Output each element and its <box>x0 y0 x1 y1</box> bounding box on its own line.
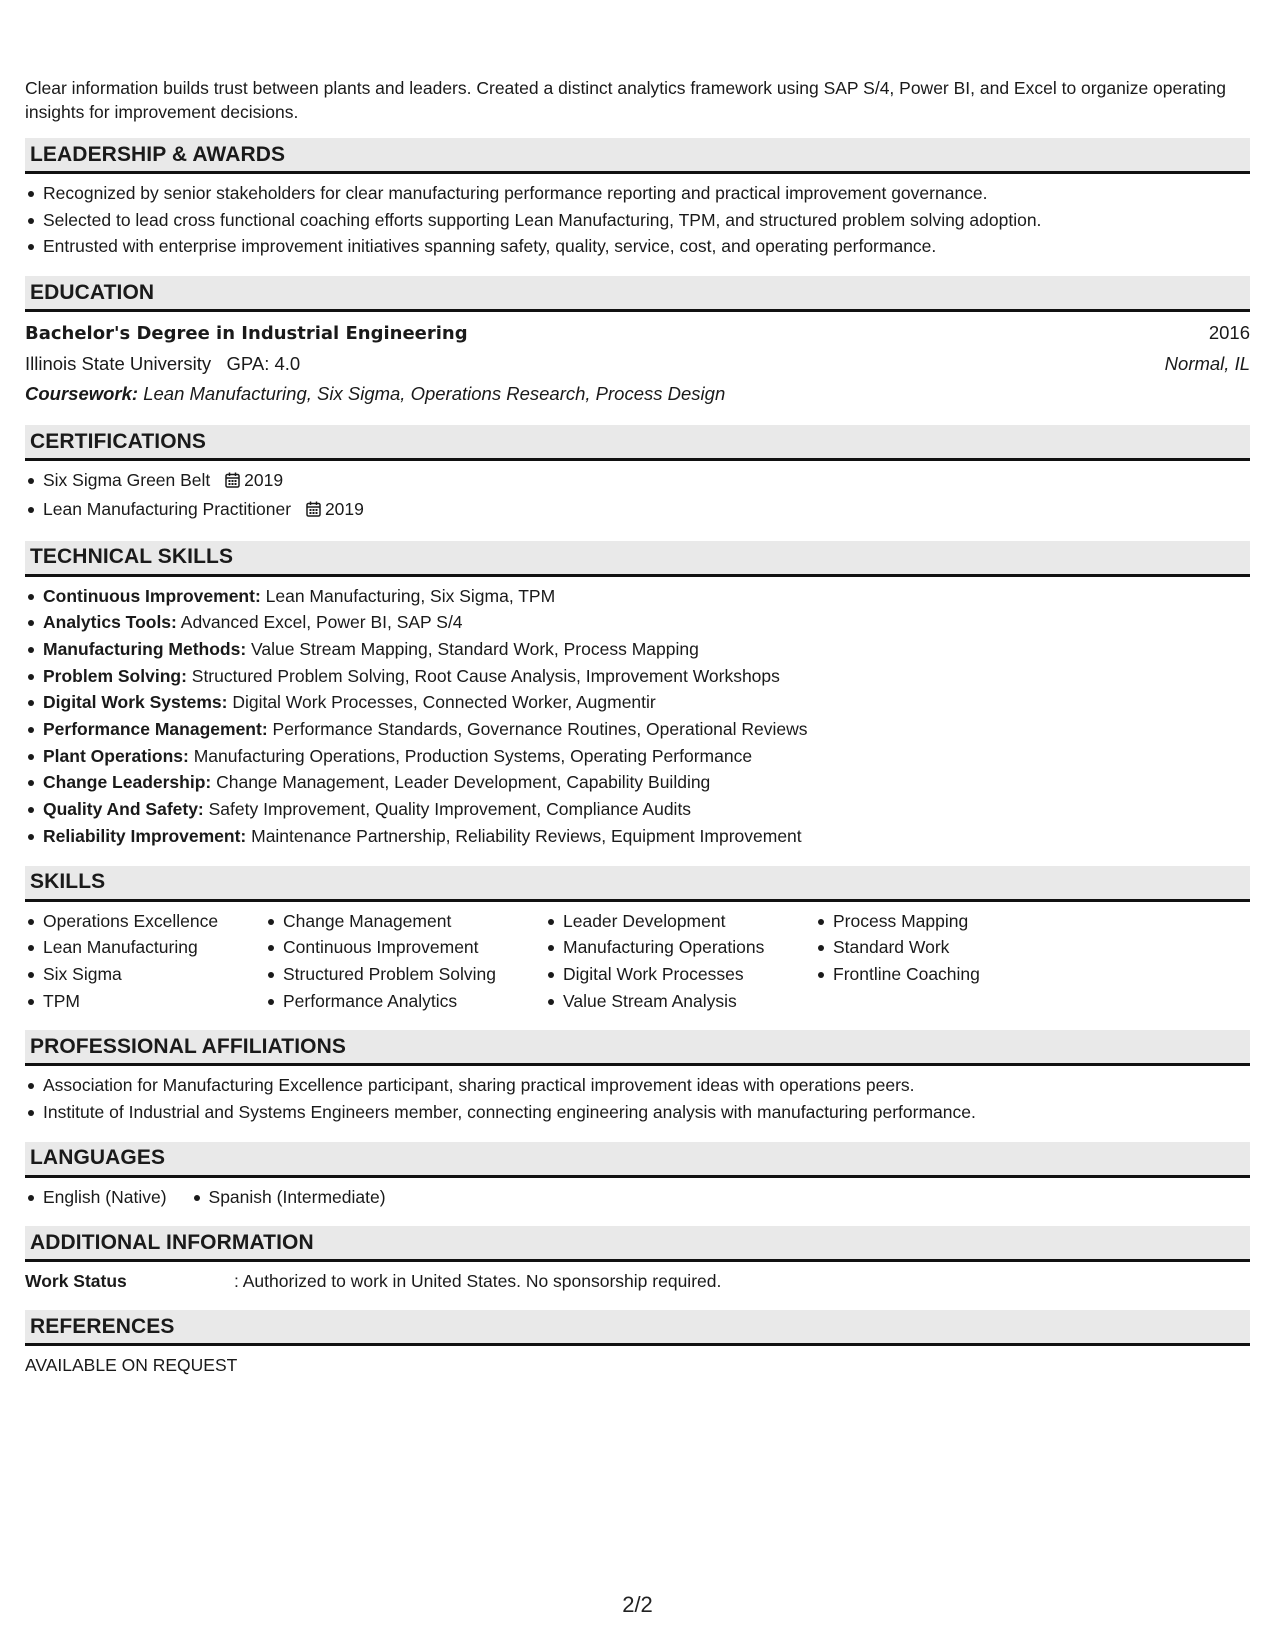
section-heading: CERTIFICATIONS <box>25 425 1250 461</box>
list-item: Operations Excellence <box>25 908 243 935</box>
languages-section <box>25 1142 1250 1211</box>
list-item <box>25 496 1250 525</box>
list-item: Standard Work <box>815 934 1015 961</box>
list-item <box>25 823 1250 850</box>
list-item: Spanish (Intermediate) <box>191 1184 386 1211</box>
work-status-value: : Authorized to work in United States. No sponsorship required. <box>234 1271 722 1292</box>
skill-category: Performance Management: <box>43 719 268 740</box>
education-institution-row <box>25 349 1250 379</box>
affiliations-section <box>25 1030 1250 1125</box>
additional-info-section <box>25 1226 1250 1294</box>
skills-column <box>815 908 1015 1015</box>
section-heading: PROFESSIONAL AFFILIATIONS <box>25 1030 1250 1066</box>
summary-text: Clear information builds trust between plants and leaders. Created a distinct analytics framework using SAP S/4, Power BI, and Excel to organize operating insights for improvement decisions. <box>25 78 1227 122</box>
certification-name: Six Sigma Green Belt <box>43 470 211 491</box>
list-item: Entrusted with enterprise improvement initiatives spanning safety, quality, service, cost, and operating performance. <box>25 233 1250 260</box>
certification-name: Lean Manufacturing Practitioner <box>43 498 292 519</box>
work-status-label: Work Status <box>25 1271 127 1292</box>
affiliations-list <box>25 1072 1250 1125</box>
graduation-year: 2016 <box>1208 322 1250 344</box>
skill-category: Manufacturing Methods: <box>43 638 247 659</box>
languages-list <box>25 1184 1250 1211</box>
list-item <box>25 663 1250 690</box>
list-item: Recognized by senior stakeholders for clear manufacturing performance reporting and practical improvement governance. <box>25 180 1250 207</box>
list-item: Value Stream Analysis <box>545 988 793 1015</box>
certification-year: 2019 <box>244 470 284 491</box>
skill-category: Continuous Improvement: <box>43 585 261 606</box>
leadership-list <box>25 180 1250 260</box>
list-item: Continuous Improvement <box>265 934 523 961</box>
certifications-section <box>25 425 1250 524</box>
list-item <box>25 609 1250 636</box>
skill-values: Safety Improvement, Quality Improvement, Compliance Audits <box>203 799 692 820</box>
skill-values: Lean Manufacturing, Six Sigma, TPM <box>260 585 556 606</box>
list-item: English (Native) <box>25 1184 167 1211</box>
list-item: Six Sigma <box>25 961 243 988</box>
list-item: Performance Analytics <box>265 988 523 1015</box>
skill-values: Manufacturing Operations, Production Systems, Operating Performance <box>188 745 753 766</box>
skill-category: Plant Operations: <box>43 745 189 766</box>
skill-category: Quality And Safety: <box>43 799 204 820</box>
education-section <box>25 276 1250 409</box>
section-heading: ADDITIONAL INFORMATION <box>25 1226 1250 1262</box>
list-item <box>25 716 1250 743</box>
technical-skills-section <box>25 541 1250 850</box>
skill-category: Problem Solving: <box>43 665 187 686</box>
certification-year: 2019 <box>324 498 364 519</box>
work-status-row <box>25 1268 1250 1294</box>
skills-section <box>25 866 1250 1015</box>
skills-grid <box>25 908 1250 1015</box>
list-item <box>25 467 1250 496</box>
skill-values: Maintenance Partnership, Reliability Reviews, Equipment Improvement <box>246 825 802 846</box>
list-item <box>25 636 1250 663</box>
coursework-value: Lean Manufacturing, Six Sigma, Operations Research, Process Design <box>138 383 726 405</box>
skill-values: Value Stream Mapping, Standard Work, Process Mapping <box>246 638 699 659</box>
references-text: AVAILABLE ON REQUEST <box>25 1355 238 1376</box>
list-item <box>25 743 1250 770</box>
institution-location: Normal, IL <box>1164 353 1250 375</box>
technical-skills-list <box>25 583 1250 850</box>
institution-gpa: Illinois State University GPA: 4.0 <box>25 353 301 375</box>
list-item: Manufacturing Operations <box>545 934 793 961</box>
list-item: Selected to lead cross functional coaching efforts supporting Lean Manufacturing, TPM, and structured problem solving adoption. <box>25 207 1250 234</box>
degree-title: Bachelor's Degree in Industrial Engineering <box>25 323 468 345</box>
section-heading: SKILLS <box>25 866 1250 902</box>
skill-values: Change Management, Leader Development, Capability Building <box>211 772 711 793</box>
skill-values: Structured Problem Solving, Root Cause Analysis, Improvement Workshops <box>186 665 780 686</box>
coursework-label: Coursework: <box>25 383 139 405</box>
section-heading: REFERENCES <box>25 1310 1250 1346</box>
calendar-icon <box>225 469 240 496</box>
section-heading: EDUCATION <box>25 276 1250 312</box>
skills-column <box>545 908 793 1015</box>
section-heading: LANGUAGES <box>25 1142 1250 1178</box>
references-section <box>25 1310 1250 1378</box>
skill-category: Digital Work Systems: <box>43 692 228 713</box>
list-item: Process Mapping <box>815 908 1015 935</box>
list-item <box>25 583 1250 610</box>
page-indicator: 2/2 <box>622 1592 653 1617</box>
skill-category: Analytics Tools: <box>43 612 177 633</box>
skill-category: Change Leadership: <box>43 772 212 793</box>
skill-values: Digital Work Processes, Connected Worker, Augmentir <box>227 692 656 713</box>
skill-values: Advanced Excel, Power BI, SAP S/4 <box>176 612 463 633</box>
skills-column <box>265 908 523 1015</box>
list-item: Structured Problem Solving <box>265 961 523 988</box>
list-item <box>25 769 1250 796</box>
list-item: Institute of Industrial and Systems Engineers member, connecting engineering analysis with manufacturing performance. <box>25 1099 1250 1126</box>
skill-category: Reliability Improvement: <box>43 825 247 846</box>
certifications-list <box>25 467 1250 524</box>
list-item: Association for Manufacturing Excellence participant, sharing practical improvement ideas with operations peers. <box>25 1072 1250 1099</box>
skill-values: Performance Standards, Governance Routines, Operational Reviews <box>267 719 808 740</box>
resume-page <box>25 76 1250 1394</box>
coursework <box>25 379 1250 409</box>
list-item <box>25 796 1250 823</box>
education-degree-row <box>25 318 1250 349</box>
list-item: TPM <box>25 988 243 1015</box>
section-heading: TECHNICAL SKILLS <box>25 541 1250 577</box>
leadership-section <box>25 138 1250 260</box>
list-item: Leader Development <box>545 908 793 935</box>
list-item: Change Management <box>265 908 523 935</box>
section-heading: LEADERSHIP & AWARDS <box>25 138 1250 174</box>
list-item <box>25 689 1250 716</box>
list-item: Digital Work Processes <box>545 961 793 988</box>
list-item: Frontline Coaching <box>815 961 1015 988</box>
calendar-icon <box>306 498 321 525</box>
list-item: Lean Manufacturing <box>25 934 243 961</box>
skills-column <box>25 908 243 1015</box>
